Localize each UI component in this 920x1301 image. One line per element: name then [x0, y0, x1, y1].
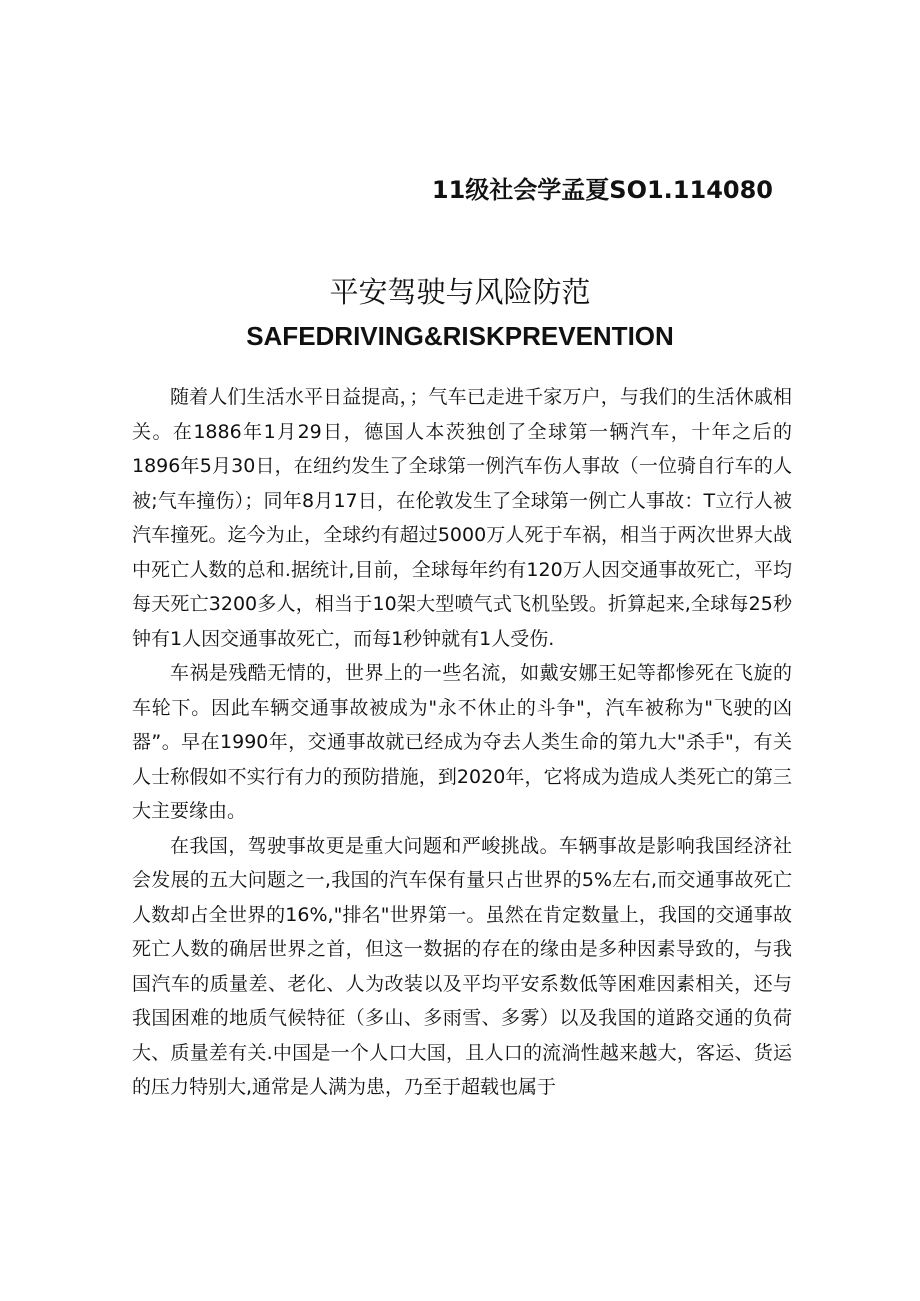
paragraph-2: 车祸是残酷无情的，世界上的一些名流，如戴安娜王妃等都惨死在飞旋的车轮下。因此车辆交通事故被成为"永不休止的斗争"，汽车被称为"飞驶的凶器”。早在1990年，交通事故就已经成为夺去人类生命的第九大"杀手"，有关人士称假如不实行有力的预防措施，到2020年，它将成为造成人类死亡的第三大主要缘由。: [132, 662, 792, 822]
paragraph-3: 在我国，驾驶事故更是重大问题和严峻挑战。车辆事故是影响我国经济社会发展的五大问题之一,我国的汽车保有量只占世界的5%左右,而交通事故死亡人数却占全世界的16%,"排名"世界第一。虽然在肯定数量上，我国的交通事故死亡人数的确居世界之首，但这一数据的存在的缘由是多种因素导致的，与我国汽车的质量差、老化、人为改装以及平均平安系数低等困难因素相关，还与我国困难的地质气候特征（多山、多雨雪、多雾）以及我国的道路交通的负荷大、质量差有关.中国是一个人口大国，且人口的流淌性越来越大，客运、货运的压力特别大,通常是人满为患，乃至于超载也属于: [132, 834, 792, 1098]
document-title-chinese: 平安驾驶与风险防范: [329, 275, 591, 309]
document-body: [132, 380, 792, 1105]
paragraph-1: 随着人们生活水平日益提高，；气车已走进千家万户，与我们的生活休戚相关。在1886年1月29日，德国人本茨独创了全球第一辆汽车，十年之后的1896年5月30日，在纽约发生了全球第一例汽车伤人事故（一位骑自行车的人被;气车撞伤）；同年8月17日，在伦敦发生了全球第一例亡人事故：T立行人被汽车撞死。迄今为止，全球约有超过5000万人死于车祸，相当于两次世界大战中死亡人数的总和.据统计,目前，全球每年约有120万人因交通事故死亡，平均每天死亡3200多人，相当于10架大型喷气式飞机坠毁。折算起来,全球每25秒钟有1人因交通事故死亡，而每1秒钟就有1人受伤.: [132, 386, 792, 650]
document-title-english: SAFEDRIVING&RISKPREVENTION: [246, 321, 674, 351]
author-line: 11级社会学孟夏SO1.114080: [431, 176, 773, 204]
